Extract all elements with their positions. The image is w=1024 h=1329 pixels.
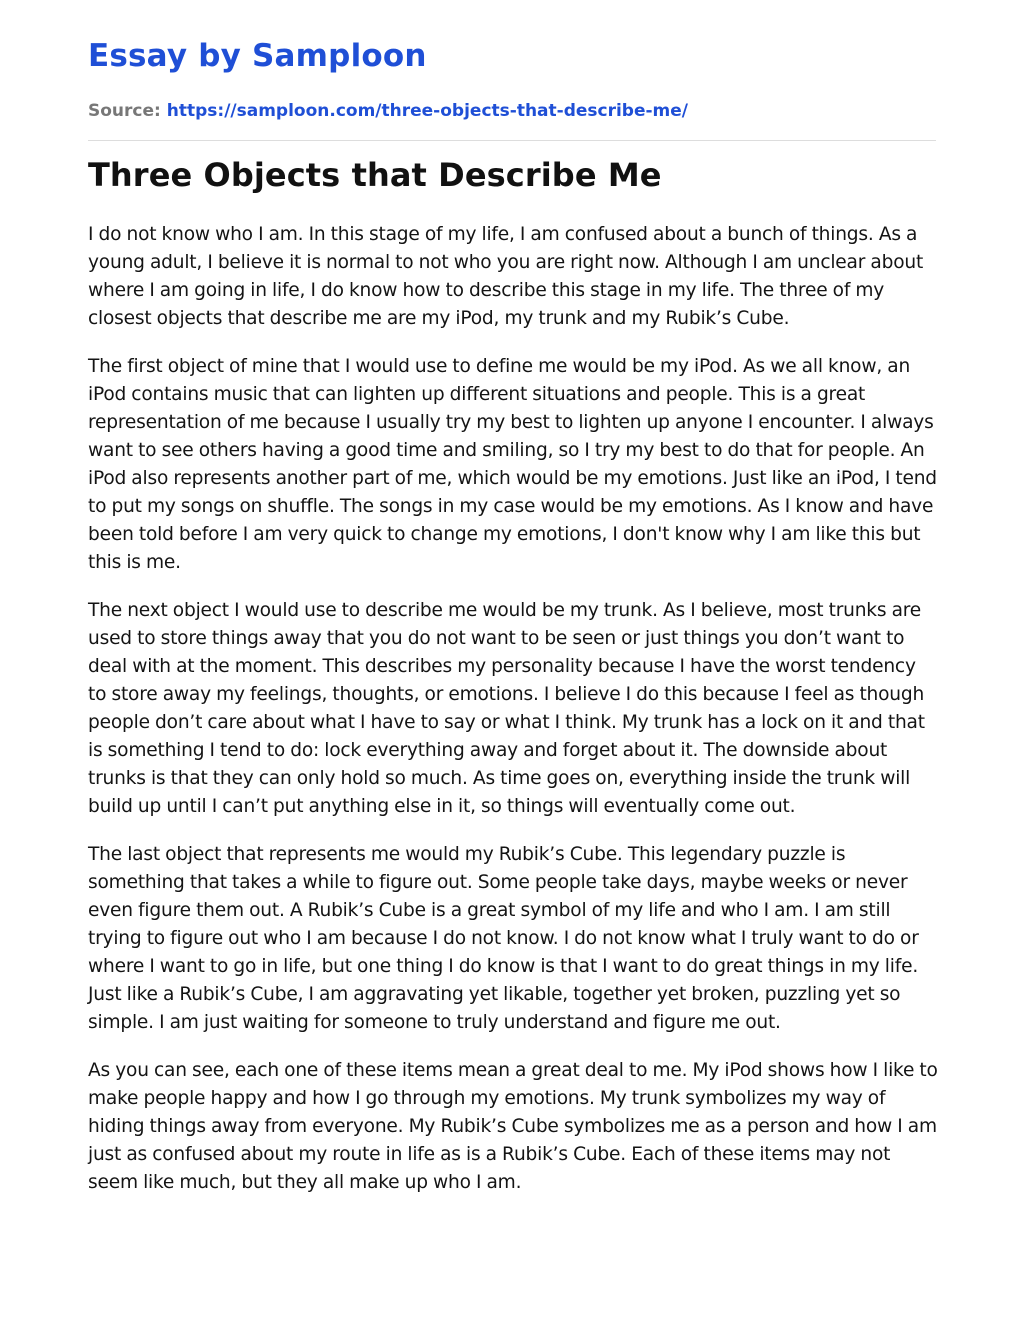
- essay-paragraph-5: As you can see, each one of these items mean a great deal to me. My iPod shows how I like to make people happy and how I go through my emotions. My trunk symbolizes my way of hiding things away from everyone. My Rubik’s Cube symbolizes me as a person and how I am just as confused about my route in life as is a Rubik’s Cube. Each of these items may not seem like much, but they all make up who I am.: [88, 1060, 938, 1193]
- source-link[interactable]: https://samploon.com/three-objects-that-describe-me/: [166, 101, 689, 121]
- essay-paragraph-1: I do not know who I am. In this stage of my life, I am confused about a bunch of things. As a young adult, I believe it is normal to not who you are right now. Although I am unclear about where I am going in life, I do know how to describe this stage in my life. The three of my closest objects that describe me are my iPod, my trunk and my Rubik’s Cube.: [88, 224, 924, 329]
- essay-paragraph-4: The last object that represents me would my Rubik’s Cube. This legendary puzzle is something that takes a while to figure out. Some people take days, maybe weeks or never even figure them out. A Rubik’s Cube is a great symbol of my life and who I am. I am still trying to figure out who I am because I do not know. I do not know what I truly want to do or where I want to go in life, but one thing I do know is that I want to do great things in my life. Just like a Rubik’s Cube, I am aggravating yet likable, together yet broken, puzzling yet so simple. I am just waiting for someone to truly understand and figure me out.: [88, 844, 919, 1033]
- header-divider: [88, 140, 936, 141]
- source-line: [88, 98, 938, 124]
- essay-body: [88, 221, 938, 1197]
- brand-title: Essay by Samploon: [88, 38, 427, 74]
- essay-page: [88, 36, 938, 1217]
- source-label: Source:: [88, 101, 161, 121]
- essay-title: Three Objects that Describe Me: [88, 156, 662, 194]
- essay-paragraph-3: The next object I would use to describe me would be my trunk. As I believe, most trunks are used to store things away that you do not want to be seen or just things you don’t want to deal with at the moment. This describes my personality because I have the worst tendency to store away my feelings, thoughts, or emotions. I believe I do this because I feel as though people don’t care about what I have to say or what I think. My trunk has a lock on it and that is something I tend to do: lock everything away and forget about it. The downside about trunks is that they can only hold so much. As time goes on, everything inside the trunk will build up until I can’t put anything else in it, so things will eventually come out.: [88, 600, 925, 817]
- essay-paragraph-2: The first object of mine that I would use to define me would be my iPod. As we all know, an iPod contains music that can lighten up different situations and people. This is a great representation of me because I usually try my best to lighten up anyone I encounter. I always want to see others having a good time and smiling, so I try my best to do that for people. An iPod also represents another part of me, which would be my emotions. Just like an iPod, I tend to put my songs on shuffle. The songs in my case would be my emotions. As I know and have been told before I am very quick to change my emotions, I don't know why I am like this but this is me.: [88, 356, 937, 573]
